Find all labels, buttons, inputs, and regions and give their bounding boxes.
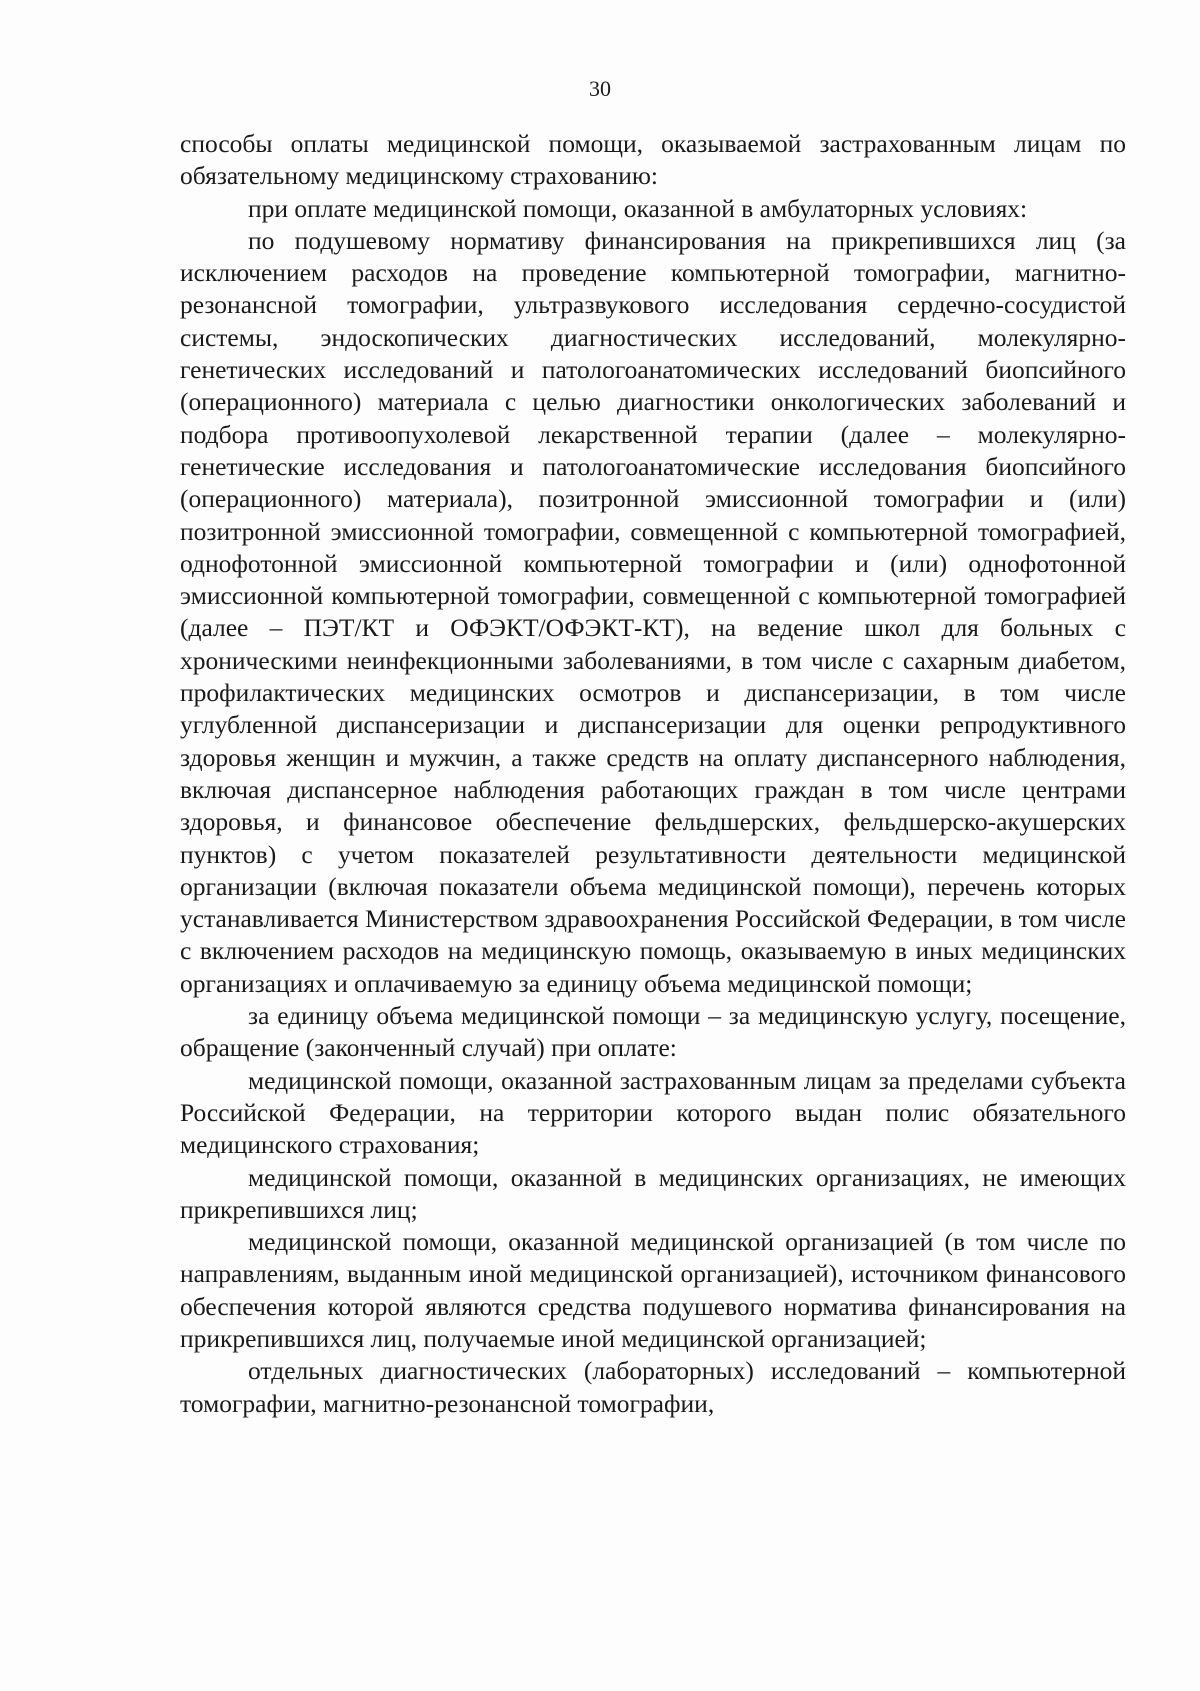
paragraph-per-capita-standard: по подушевому нормативу финансирования на прикрепившихся лиц (за исключением расходов на проведение компьютерной томографии, магнитно-резонансной томографии, ультразвукового исследования сердечно-сосудистой системы, эндоскопических диагностических исследований, молекулярно-генетических исследований и патологоанатомических исследований биопсийного (операционного) материала с целью диагностики онкологических заболеваний и подбора противоопухолевой лекарственной терапии (далее – молекулярно-генетические исследования и патологоанатомические исследования биопсийного (операционного) материала), позитронной эмиссионной томографии и (или) позитронной эмиссионной томографии, совмещенной с компьютерной томографией, однофотонной эмиссионной компьютерной томографии и (или) однофотонной эмиссионной компьютерной томографии, совмещенной с компьютерной томографией (далее – ПЭТ/КТ и ОФЭКТ/ОФЭКТ-КТ), на ведение школ для больных с хроническими неинфекционными заболеваниями, в том числе с сахарным диабетом, профилактических медицинских осмотров и диспансеризации, в том числе углубленной диспансеризации и диспансеризации для оценки репродуктивного здоровья женщин и мужчин, а также средств на оплату диспансерного наблюдения, включая диспансерное наблюдения работающих граждан в том числе центрами здоровья, и финансовое обеспечение фельдшерских, фельдшерско-акушерских пунктов) с учетом показателей результативности деятельности медицинской организации (включая показатели объема медицинской помощи), перечень которых устанавливается Министерством здравоохранения Российской Федерации, в том числе с включением расходов на медицинскую помощь, оказываемую в иных медицинских организациях и оплачиваемую за единицу объема медицинской помощи; <box>180 225 1126 998</box>
paragraph-referral-care: медицинской помощи, оказанной медицинской организацией (в том числе по направлениям, выданным иной медицинской организацией), источником финансового обеспечения которой являются средства подушевого норматива финансирования на прикрепившихся лиц, получаемые иной медицинской организацией; <box>180 1227 1126 1353</box>
paragraph-payment-methods: способы оплаты медицинской помощи, оказываемой застрахованным лицам по обязательному медицинскому страхованию: <box>180 129 1126 191</box>
paragraph-outside-region-care: медицинской помощи, оказанной застрахованным лицам за пределами субъекта Российской Федерации, на территории которого выдан полис обязательного медицинского страхования; <box>180 1065 1126 1160</box>
paragraph-unit-of-volume: за единицу объема медицинской помощи – за медицинскую услугу, посещение, обращение (законченный случай) при оплате: <box>180 1001 1126 1063</box>
paragraph-outpatient-conditions: при оплате медицинской помощи, оказанной в амбулаторных условиях: <box>248 193 1028 223</box>
page-number: 30 <box>589 76 611 101</box>
paragraph-no-attached-persons: медицинской помощи, оказанной в медицинских организациях, не имеющих прикрепившихся лиц; <box>180 1162 1126 1224</box>
body-text <box>180 128 1126 1420</box>
paragraph-diagnostic-studies: отдельных диагностических (лабораторных) исследований – компьютерной томографии, магнитно-резонансной томографии, <box>180 1356 1126 1418</box>
